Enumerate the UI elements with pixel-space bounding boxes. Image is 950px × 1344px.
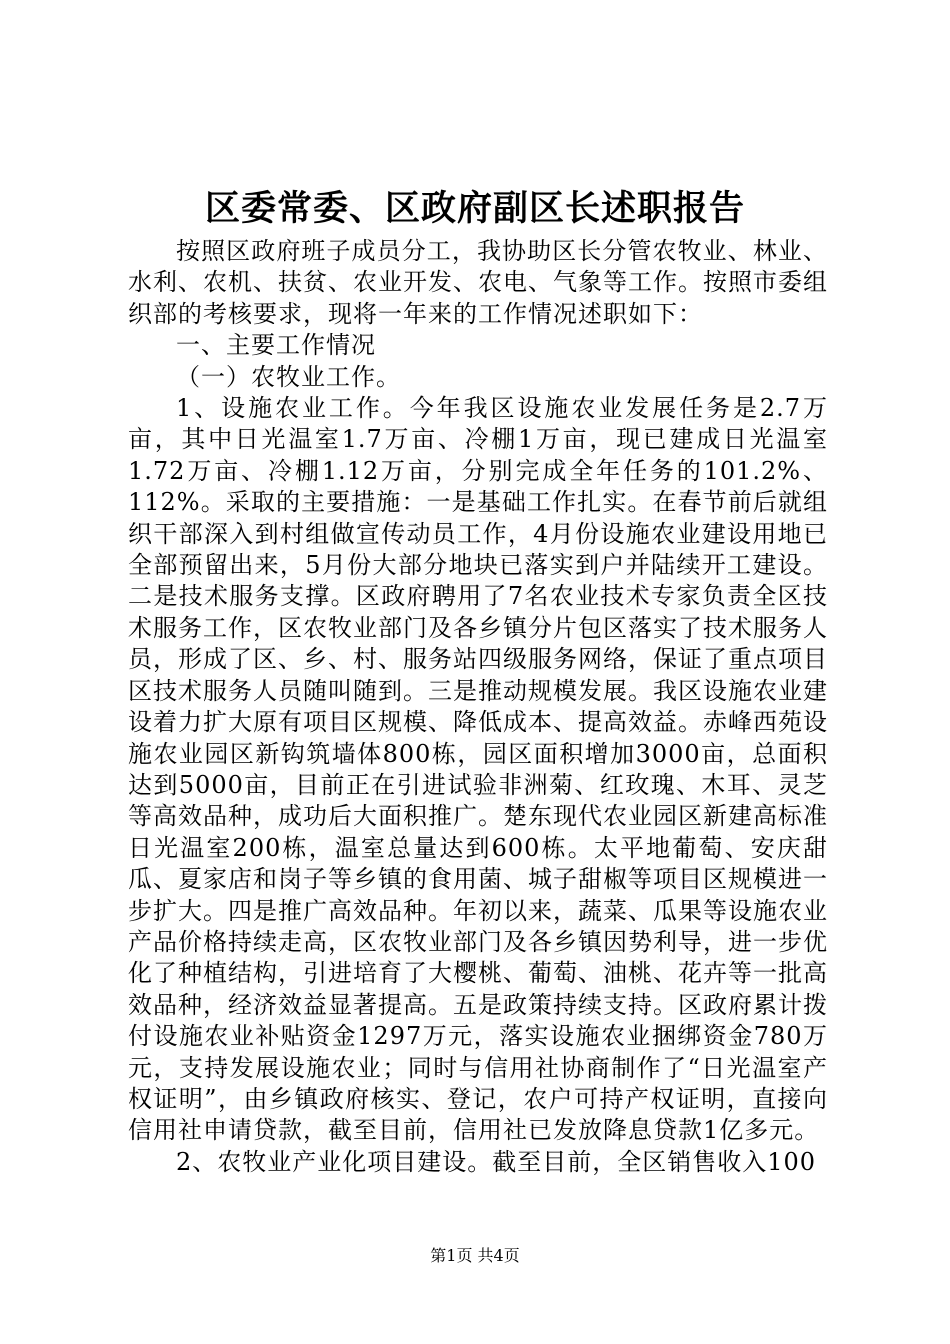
subsection-heading: （一）农牧业工作。 <box>176 362 401 391</box>
section-heading: 一、主要工作情况 <box>176 331 376 360</box>
industrialization-paragraph: 2、农牧业产业化项目建设。截至目前，全区销售收入100 <box>176 1147 817 1176</box>
document-body <box>128 236 828 1178</box>
facility-agriculture-paragraph: 1、设施农业工作。今年我区设施农业发展任务是2.7万亩，其中日光温室1.7万亩、冷棚1万亩，现已建成日光温室1.72万亩、冷棚1.12万亩，分别完成全年任务的101.2%、112%。采取的主要措施：一是基础工作扎实。在春节前后就组织干部深入到村组做宣传动员工作，4月份设施农业建设用地已全部预留出来，5月份大部分地块已落实到户并陆续开工建设。二是技术服务支撑。区政府聘用了7名农业技术专家负责全区技术服务工作，区农牧业部门及各乡镇分片包区落实了技术服务人员，形成了区、乡、村、服务站四级服务网络，保证了重点项目区技术服务人员随叫随到。三是推动规模发展。我区设施农业建设着力扩大原有项目区规模、降低成本、提高效益。赤峰西苑设施农业园区新钩筑墙体800栋，园区面积增加3000亩，总面积达到5000亩，目前正在引进试验非洲菊、红玫瑰、木耳、灵芝等高效品种，成功后大面积推广。楚东现代农业园区新建高标准日光温室200栋，温室总量达到600栋。太平地葡萄、安庆甜瓜、夏家店和岗子等乡镇的食用菌、城子甜椒等项目区规模进一步扩大。四是推广高效品种。年初以来，蔬菜、瓜果等设施农业产品价格持续走高，区农牧业部门及各乡镇因势利导，进一步优化了种植结构，引进培育了大樱桃、葡萄、油桃、花卉等一批高效品种，经济效益显著提高。五是政策持续支持。区政府累计拨付设施农业补贴资金1297万元，落实设施农业捆绑资金780万元，支持发展设施农业；同时与信用社协商制作了“日光温室产权证明”，由乡镇政府核实、登记，农户可持产权证明，直接向信用社申请贷款，截至目前，信用社已发放降息贷款1亿多元。 <box>128 394 828 1145</box>
document-title: 区委常委、区政府副区长述职报告 <box>204 188 745 229</box>
intro-paragraph: 按照区政府班子成员分工，我协助区长分管农牧业、林业、水利、农机、扶贫、农业开发、农电、气象等工作。按照市委组织部的考核要求，现将一年来的工作情况述职如下： <box>128 237 828 328</box>
page-footer: 第1页 共4页 <box>430 1246 520 1265</box>
